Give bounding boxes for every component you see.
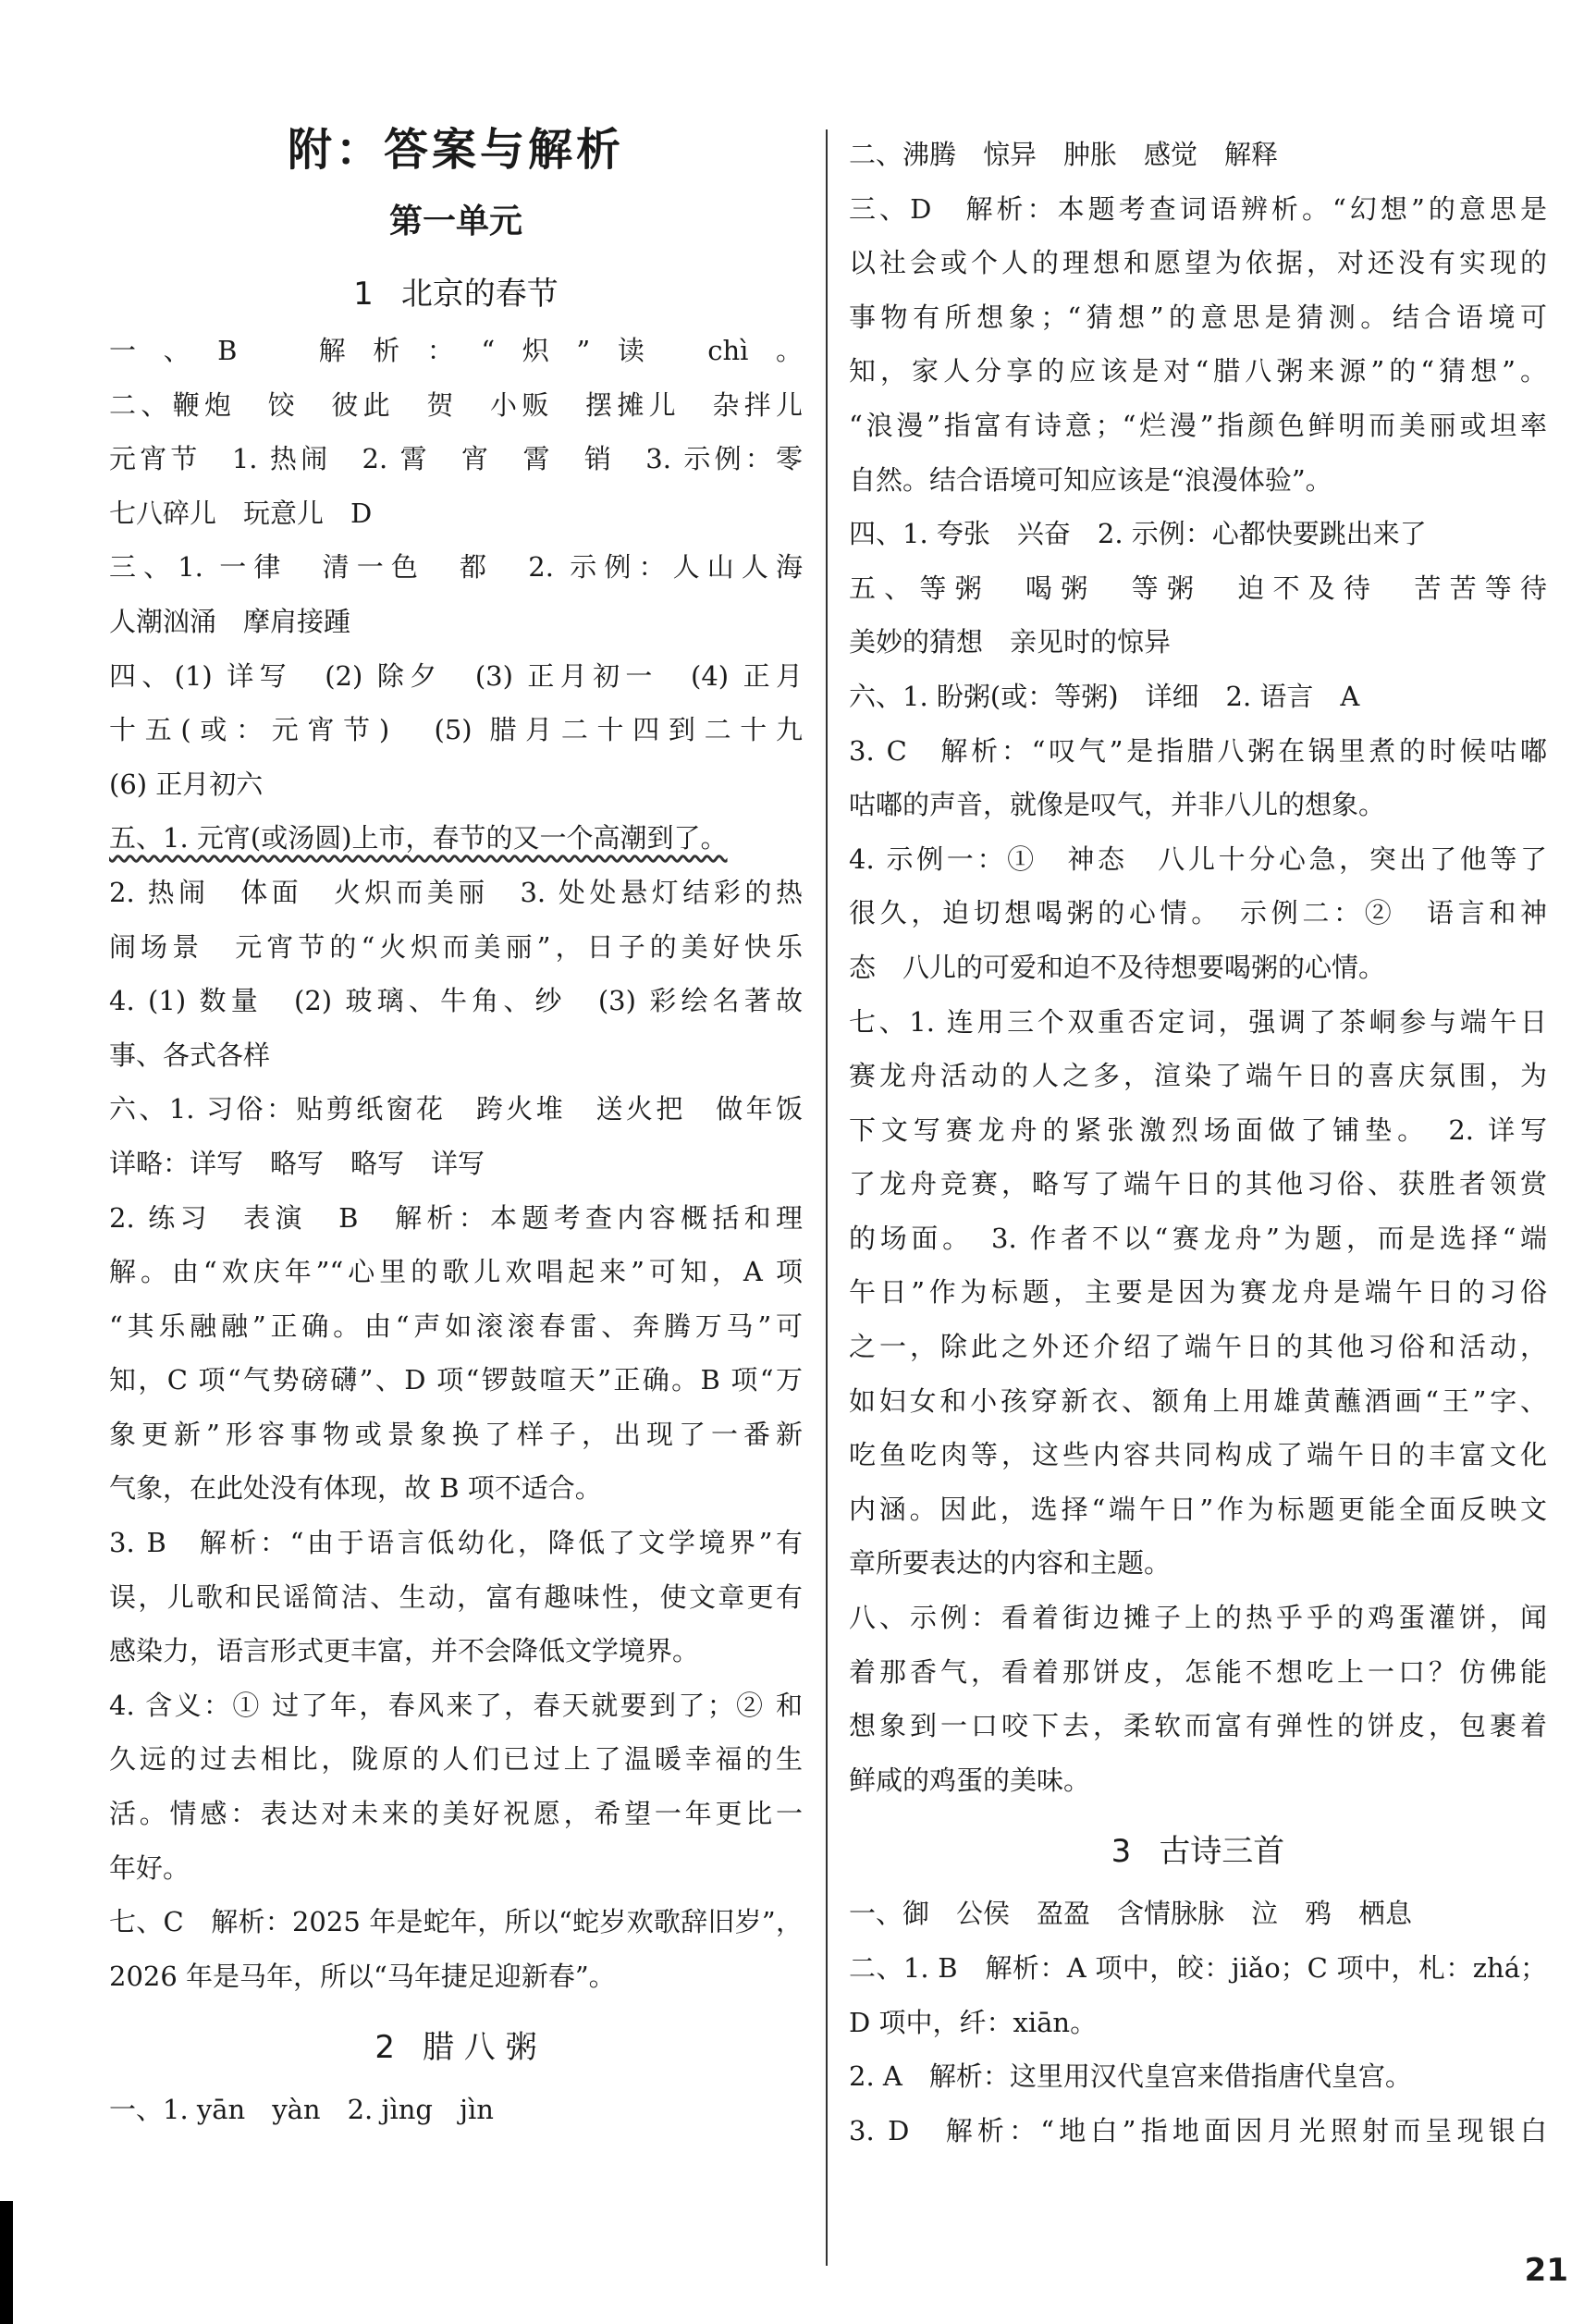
answer-line: 三、D 解析：本题考查词语辨析。“幻想”的意思是 [849,192,1547,225]
answer-line: 内涵。因此，选择“端午日”作为标题更能全面反映文 [849,1493,1547,1525]
left-column [109,120,803,2137]
answer-line: 二、沸腾 惊异 肿胀 感觉 解释 [849,139,1279,170]
lesson-2-answers [849,128,1547,1807]
answer-line: 十五(或：元宵节) (5) 腊月二十四到二十九 [109,714,803,746]
answer-line: 一、B 解析：“炽”读 chì。 [109,335,803,366]
answer-line: 气象，在此处没有体现，故 B 项不适合。 [109,1472,602,1505]
answer-line: 二、鞭炮 饺 彼此 贺 小贩 摆摊儿 杂拌儿 [109,388,803,421]
unit-title: 第一单元 [388,203,522,240]
answer-line: 详略：详写 略写 略写 详写 [109,1147,485,1179]
answer-line: 感染力，语言形式更丰富，并不会降低文学境界。 [109,1635,700,1667]
answer-line: 2. 热闹 体面 火炽而美丽 3. 处处悬灯结彩的热 [109,876,803,908]
lesson-2-number: 2 [374,2029,395,2067]
answer-line: D 项中，纤：xiān。 [849,2006,1098,2038]
lesson-3-name: 古诗三首 [1159,1833,1285,1871]
answer-line: 赛龙舟活动的人之多，渲染了端午日的喜庆氛围，为 [849,1060,1547,1092]
answer-line: 七八碎儿 玩意儿 D [109,497,373,529]
answer-line: 一、御 公侯 盈盈 含情脉脉 泣 鸦 栖息 [849,1898,1413,1930]
answer-line: 活。情感：表达对未来的美好祝愿，希望一年更比一 [109,1798,803,1830]
answer-line: 事物有所想象；“猜想”的意思是猜测。结合语境可 [849,301,1547,333]
answer-line: 如妇女和小孩穿新衣、额角上用雄黄蘸酒画“王”字、 [849,1384,1547,1417]
answer-line: 以社会或个人的理想和愿望为依据，对还没有实现的 [849,247,1547,279]
answer-line: 久远的过去相比，陇原的人们已过上了温暖幸福的生 [109,1743,803,1776]
answer-line: 章所要表达的内容和主题。 [849,1547,1172,1580]
answer-line: 着那香气，看着那饼皮，怎能不想吃上一口？仿佛能 [849,1655,1547,1688]
answer-line: 自然。结合语境可知应该是“浪漫体验”。 [849,463,1332,496]
answer-line: 四、1. 夸张 兴奋 2. 示例：心都快要跳出来了 [849,518,1427,550]
answer-line: 八、示例：看着街边摊子上的热乎乎的鸡蛋灌饼，闻 [849,1602,1547,1634]
answer-line: 元宵节 1. 热闹 2. 霄 宵 霄 销 3. 示例：零 [109,443,803,475]
answer-line: 3. B 解析：“由于语言低幼化，降低了文学境界”有 [109,1527,803,1559]
page-title: 附：答案与解析 [287,124,624,176]
answer-line: 鲜咸的鸡蛋的美味。 [849,1764,1091,1796]
margin-bar [0,2201,13,2324]
answer-line: 七、1. 连用三个双重否定词，强调了茶峒参与端午日 [849,1005,1547,1038]
answer-line: 4. (1) 数量 (2) 玻璃、牛角、纱 (3) 彩绘名著故 [109,985,803,1017]
answer-line: 知，家人分享的应该是对“腊八粥来源”的“猜想”。 [849,355,1547,387]
page-number: 21 [1524,2252,1568,2289]
lesson-3-title [849,1826,1547,1877]
answer-line: 咕嘟的声音，就像是叹气，并非八儿的想象。 [849,789,1386,821]
answer-line: 七、C 解析：2025 年是蛇年，所以“蛇岁欢歌辞旧岁”， [109,1906,803,1938]
answer-line: 2. 练习 表演 B 解析：本题考查内容概括和理 [109,1201,803,1234]
answer-line: 美妙的猜想 亲见时的惊异 [849,626,1172,658]
answer-line: 五、等粥 喝粥 等粥 迫不及待 苦苦等待 [849,572,1547,604]
answer-line: 的场面。 3. 作者不以“赛龙舟”为题，而是选择“端 [849,1222,1547,1254]
answer-line-underlined: 五、1. 元宵(或汤圆)上市，春节的又一个高潮到了。 [109,822,728,855]
column-divider [826,129,828,2266]
right-column [849,128,1547,2158]
answer-line: 之一，除此之外还介绍了端午日的其他习俗和活动， [849,1331,1547,1363]
answer-line: 解。由“欢庆年”“心里的歌儿欢唱起来”可知，A 项 [109,1256,803,1288]
lesson-1-name: 北京的春节 [400,276,559,313]
lesson-1-answers [109,324,803,2003]
answer-line: 吃鱼吃肉等，这些内容共同构成了端午日的丰富文化 [849,1439,1547,1471]
answer-line: 2. A 解析：这里用汉代皇宫来借指唐代皇宫。 [849,2060,1412,2093]
answer-line: 态 八儿的可爱和迫不及待想要喝粥的心情。 [849,951,1386,983]
lesson-3-answers [849,1887,1547,2158]
answer-line: 想象到一口咬下去，柔软而富有弹性的饼皮，包裹着 [849,1710,1547,1742]
lesson-2-title [109,2022,803,2073]
answer-line: 了龙舟竞赛，略写了端午日的其他习俗、获胜者领赏 [849,1168,1547,1200]
answer-line: 4. 示例一：① 神态 八儿十分心急，突出了他等了 [849,842,1547,875]
answer-line: 四、(1) 详写 (2) 除夕 (3) 正月初一 (4) 正月 [109,659,803,692]
answer-line: 2026 年是马年，所以“马年捷足迎新春”。 [109,1960,616,1992]
lesson-1-number: 1 [353,276,374,313]
answer-line: 人潮汹涌 摩肩接踵 [109,605,351,637]
answer-line: 3. D 解析：“地白”指地面因月光照射而呈现银白 [849,2114,1547,2146]
answer-line: 下文写赛龙舟的紧张激烈场面做了铺垫。 2. 详写 [849,1113,1547,1146]
answer-line: “其乐融融”正确。由“声如滚滚春雷、奔腾万马”可 [109,1310,803,1342]
answer-line: 年好。 [109,1851,190,1884]
answer-line: 闹场景 元宵节的“火炽而美丽”，日子的美好快乐 [109,930,803,963]
lesson-3-number: 3 [1111,1833,1132,1871]
answer-line: 象更新”形容事物或景象换了样子，出现了一番新 [109,1418,803,1450]
answer-line: 三、1. 一律 清一色 都 2. 示例：人山人海 [109,551,803,584]
answer-line: 午日”作为标题，主要是因为赛龙舟是端午日的习俗 [849,1276,1547,1309]
answer-line: 六、1. 盼粥(或：等粥) 详细 2. 语言 A [849,680,1360,712]
answer-line: (6) 正月初六 [109,768,264,800]
lesson-1-title [109,268,803,320]
answer-line: 事、各式各样 [109,1039,271,1071]
answer-line: 一、1. yān yàn 2. jìng jìn [109,2094,494,2126]
lesson-2-name: 腊 八 粥 [423,2029,537,2067]
answer-line: 二、1. B 解析：A 项中，皎：jiǎo；C 项中，札：zhá； [849,1952,1547,1984]
answer-line: “浪漫”指富有诗意；“烂漫”指颜色鲜明而美丽或坦率 [849,409,1547,441]
answer-line: 3. C 解析：“叹气”是指腊八粥在锅里煮的时候咕嘟 [849,734,1547,767]
answer-line: 知，C 项“气势磅礴”、D 项“锣鼓喧天”正确。B 项“万 [109,1364,803,1396]
answer-line: 六、1. 习俗：贴剪纸窗花 跨火堆 送火把 做年饭 [109,1093,803,1125]
answer-line: 误，儿歌和民谣简洁、生动，富有趣味性，使文章更有 [109,1580,803,1613]
answer-line: 4. 含义：① 过了年，春风来了，春天就要到了；② 和 [109,1689,803,1721]
answer-line: 很久，迫切想喝粥的心情。 示例二：② 语言和神 [849,897,1547,929]
